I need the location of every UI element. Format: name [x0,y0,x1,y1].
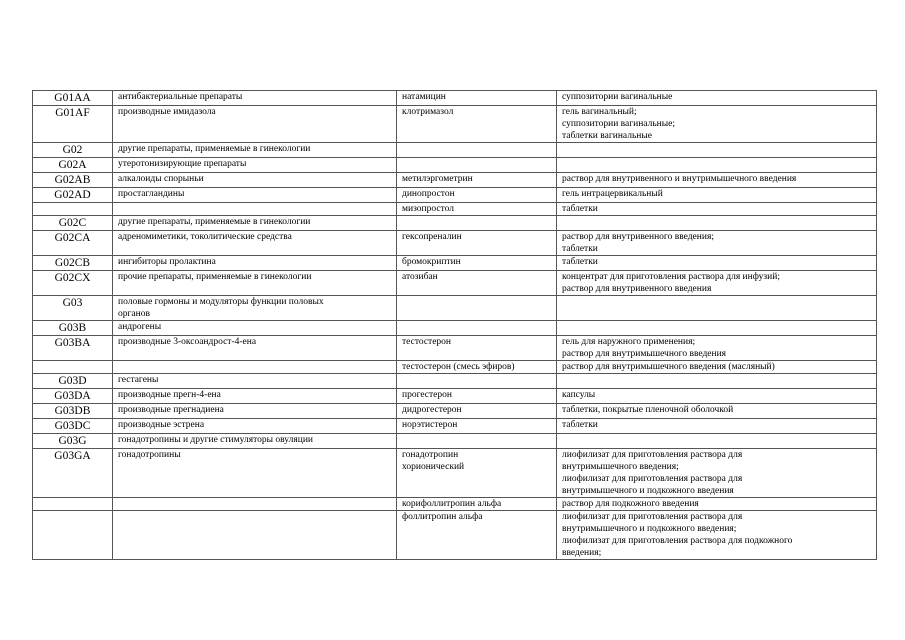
dosage-form-cell [557,296,877,321]
dosage-form-cell: таблетки [557,419,877,434]
atc-code-cell: G03 [33,296,113,321]
inn-cell: атозибан [397,271,557,296]
inn-cell [397,321,557,336]
group-cell: гонадотропины [113,449,397,498]
atc-code-cell: G02CB [33,256,113,271]
group-cell [113,361,397,374]
atc-code-cell: G02 [33,143,113,158]
group-cell: гестагены [113,374,397,389]
group-cell: простагландины [113,188,397,203]
table-row [33,419,877,434]
inn-cell [397,143,557,158]
inn-cell [397,158,557,173]
group-cell: производные эстрена [113,419,397,434]
table-row [33,511,877,560]
dosage-form-cell: раствор для подкожного введения [557,498,877,511]
inn-cell [397,296,557,321]
table-row [33,143,877,158]
table-row [33,434,877,449]
table-row [33,173,877,188]
table-row [33,106,877,143]
dosage-form-cell: лиофилизат для приготовления раствора для внутримышечного введения; лиофилизат для приготовления раствора для внутримышечного и подкожного введения [557,449,877,498]
inn-cell: бромокриптин [397,256,557,271]
inn-cell: норэтистерон [397,419,557,434]
atc-code-cell: G03GA [33,449,113,498]
inn-cell: дидрогестерон [397,404,557,419]
atc-code-cell: G03G [33,434,113,449]
dosage-form-cell [557,216,877,231]
atc-code-cell: G02A [33,158,113,173]
group-cell: производные прегнадиена [113,404,397,419]
dosage-form-cell: гель для наружного применения; раствор для внутримышечного введения [557,336,877,361]
inn-cell: динопростон [397,188,557,203]
group-cell: половые гормоны и модуляторы функции половых органов [113,296,397,321]
group-cell: утеротонизирующие препараты [113,158,397,173]
table-row [33,449,877,498]
table-row [33,321,877,336]
table-row [33,336,877,361]
group-cell: андрогены [113,321,397,336]
atc-code-cell: G03D [33,374,113,389]
atc-code-cell: G03BA [33,336,113,361]
table-row [33,361,877,374]
inn-cell: мизопростол [397,203,557,216]
group-cell [113,511,397,560]
atc-code-cell [33,511,113,560]
group-cell: прочие препараты, применяемые в гинекологии [113,271,397,296]
dosage-form-cell: раствор для внутримышечного введения (масляный) [557,361,877,374]
atc-code-cell: G02CX [33,271,113,296]
inn-cell: гонадотропин хорионический [397,449,557,498]
group-cell [113,498,397,511]
table-row [33,188,877,203]
group-cell: производные прегн-4-ена [113,389,397,404]
inn-cell: прогестерон [397,389,557,404]
inn-cell: тестостерон [397,336,557,361]
table-row [33,216,877,231]
group-cell: алкалоиды спорыньи [113,173,397,188]
atc-code-cell: G03B [33,321,113,336]
table-row [33,271,877,296]
table-row [33,374,877,389]
table-row [33,231,877,256]
group-cell: гонадотропины и другие стимуляторы овуляции [113,434,397,449]
dosage-form-cell: лиофилизат для приготовления раствора для внутримышечного и подкожного введения; лиофилизат для приготовления раствора для подкожного введения; [557,511,877,560]
dosage-form-cell: суппозитории вагинальные [557,91,877,106]
group-cell: антибактериальные препараты [113,91,397,106]
table-row [33,158,877,173]
dosage-form-cell: концентрат для приготовления раствора для инфузий; раствор для внутривенного введения [557,271,877,296]
dosage-form-cell: гель вагинальный; суппозитории вагинальные; таблетки вагинальные [557,106,877,143]
atc-code-cell: G02C [33,216,113,231]
inn-cell: метилэргометрин [397,173,557,188]
inn-cell: натамицин [397,91,557,106]
dosage-form-cell: раствор для внутривенного и внутримышечного введения [557,173,877,188]
table-row [33,498,877,511]
group-cell: производные имидазола [113,106,397,143]
group-cell: производные 3-оксоандрост-4-ена [113,336,397,361]
inn-cell: фоллитропин альфа [397,511,557,560]
inn-cell: гексопреналин [397,231,557,256]
atc-code-cell: G03DB [33,404,113,419]
table-row [33,91,877,106]
dosage-form-cell: раствор для внутривенного введения; таблетки [557,231,877,256]
atc-code-cell: G03DC [33,419,113,434]
dosage-form-cell: капсулы [557,389,877,404]
inn-cell [397,434,557,449]
dosage-form-cell [557,374,877,389]
dosage-form-cell [557,158,877,173]
atc-code-cell [33,498,113,511]
inn-cell: клотримазол [397,106,557,143]
dosage-form-cell [557,321,877,336]
dosage-form-cell: гель интрацервикальный [557,188,877,203]
table-row [33,256,877,271]
dosage-form-cell [557,434,877,449]
group-cell: адреномиметики, токолитические средства [113,231,397,256]
group-cell: другие препараты, применяемые в гинекологии [113,216,397,231]
atc-code-cell: G03DA [33,389,113,404]
atc-code-cell: G02CA [33,231,113,256]
atc-code-cell: G02AD [33,188,113,203]
table-row [33,389,877,404]
atc-code-cell [33,203,113,216]
atc-code-cell: G01AA [33,91,113,106]
table-row [33,203,877,216]
inn-cell [397,216,557,231]
table-row [33,296,877,321]
drug-classification-table [32,90,877,560]
atc-code-cell [33,361,113,374]
inn-cell [397,374,557,389]
dosage-form-cell: таблетки, покрытые пленочной оболочкой [557,404,877,419]
inn-cell: корифоллитропин альфа [397,498,557,511]
inn-cell: тестостерон (смесь эфиров) [397,361,557,374]
dosage-form-cell [557,143,877,158]
dosage-form-cell: таблетки [557,203,877,216]
group-cell: ингибиторы пролактина [113,256,397,271]
atc-code-cell: G02AB [33,173,113,188]
dosage-form-cell: таблетки [557,256,877,271]
group-cell: другие препараты, применяемые в гинекологии [113,143,397,158]
table-row [33,404,877,419]
atc-code-cell: G01AF [33,106,113,143]
group-cell [113,203,397,216]
